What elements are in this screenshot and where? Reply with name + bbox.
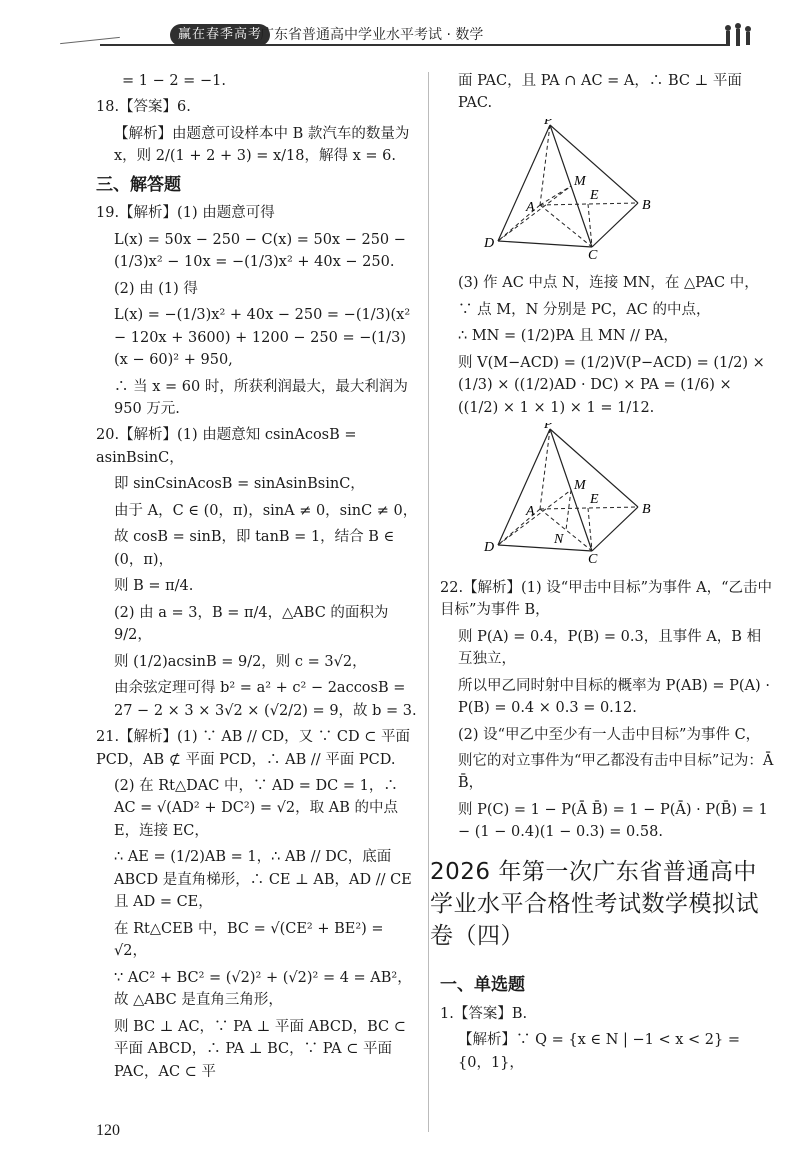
left-line: L(x) = −(1/3)x² + 40x − 250 = −(1/3)(x² − 120x + 3600) + 1200 − 250 = −(1/3)(x − 60)² + 950, xyxy=(114,307,411,369)
page-header xyxy=(0,0,800,58)
series-badge: 赢在春季高考 xyxy=(170,24,270,46)
label-C: C xyxy=(588,247,598,259)
left-line: = 1 − 2 = −1. xyxy=(122,73,226,89)
pyramid-diagram-1 xyxy=(480,119,660,259)
left-line: (2) 由 a = 3，B = π/4，△ABC 的面积为 9/2， xyxy=(114,604,389,644)
right_bottom-line: 所以甲乙同时射中目标的概率为 P(AB) = P(A) · P(B) = 0.4 × 0.3 = 0.12. xyxy=(458,677,770,717)
pyramid-figure-1 xyxy=(480,119,774,266)
left-text-block xyxy=(96,70,418,1083)
label-A: A xyxy=(526,504,535,520)
label-P: P xyxy=(544,423,553,433)
right-column xyxy=(430,70,774,1078)
right_end-line: 一、单选题 xyxy=(440,975,525,996)
right_end-line: 【解析】∵ Q = {x ∈ N | −1 < x < 2} = {0，1}， xyxy=(458,1032,741,1071)
right_end-line: 1.【答案】B. xyxy=(440,1005,528,1022)
left-line: 故 cosB = sinB，即 tanB = 1，结合 B ∈ (0，π)， xyxy=(114,529,395,568)
left-line: 即 sinCsinAcosB = sinAsinBsinC， xyxy=(114,476,365,493)
left-line: 21.【解析】(1) ∵ AB // CD，又 ∵ CD ⊂ 平面 PCD，AB ⊄ 平面 PCD，∴ AB // 平面 PCD. xyxy=(96,729,410,768)
left-line: 则 BC ⊥ AC，∵ PA ⊥ 平面 ABCD，BC ⊂ 平面 ABCD，∴ PA ⊥ BC，∵ PA ⊂ 平面 PAC，AC ⊂ 平 xyxy=(114,1018,406,1080)
left-line: ∴ AE = (1/2)AB = 1，∴ AB // DC，底面 ABCD 是直角梯形，∴ CE ⊥ AB，AD // CE 且 AD = CE， xyxy=(114,849,412,911)
left-line: 由余弦定理可得 b² = a² + c² − 2accosB = 27 − 2 × 3 × 3√2 × (√2/2) = 9，故 b = 3. xyxy=(114,680,417,719)
left-line: 19.【解析】(1) 由题意可得 xyxy=(96,205,275,222)
label-M: M xyxy=(574,173,586,189)
pyramid-figure-2 xyxy=(480,423,774,570)
page-number: 120 xyxy=(96,1122,120,1139)
left-line: 18.【答案】6. xyxy=(96,99,191,116)
left-line: 【解析】由题意可设样本中 B 款汽车的数量为 x，则 2/(1 + 2 + 3) = x/18，解得 x = 6. xyxy=(114,125,410,165)
label-E: E xyxy=(590,187,599,203)
right_mid-line: 则 V(M−ACD) = (1/2)V(P−ACD) = (1/2) × (1/3) × ((1/2)AD · DC) × PA = (1/6) × ((1/2) × 1 × 1) × 1 = 1/12. xyxy=(458,354,765,416)
label-B: B xyxy=(642,502,651,518)
right_bottom-line: 则它的对立事件为“甲乙都没有击中目标”记为：Ā B̄， xyxy=(458,752,774,792)
right_bottom-line: 则 P(A) = 0.4，P(B) = 0.3，且事件 A，B 相互独立， xyxy=(458,628,762,668)
left-line: ∴ 当 x = 60 时，所获利润最大，最大利润为 950 万元. xyxy=(114,378,408,417)
left-line: L(x) = 50x − 250 − C(x) = 50x − 250 − (1/3)x² − 10x = −(1/3)x² + 40x − 250. xyxy=(114,231,406,271)
label-A: A xyxy=(526,199,535,215)
left-line: (2) 由 (1) 得 xyxy=(114,280,198,297)
people-silhouette-icon xyxy=(718,22,758,50)
right_mid-line: (3) 作 AC 中点 N，连接 MN，在 △PAC 中， xyxy=(458,275,759,292)
left-line: 在 Rt△CEB 中，BC = √(CE² + BE²) = √2， xyxy=(114,920,384,960)
label-N: N xyxy=(554,532,564,548)
column-divider xyxy=(428,72,429,1132)
label-E: E xyxy=(590,492,599,508)
pyramid-diagram-2 xyxy=(480,423,660,563)
right_top-line: 面 PAC，且 PA ∩ AC = A，∴ BC ⊥ 平面 PAC. xyxy=(458,73,742,112)
label-C: C xyxy=(588,552,598,564)
left-line: (2) 在 Rt△DAC 中，∵ AD = DC = 1，∴ AC = √(AD² + DC²) = √2，取 AB 的中点 E，连接 EC， xyxy=(114,778,398,839)
left-line: 20.【解析】(1) 由题意知 csinAcosB = asinBsinC， xyxy=(96,427,357,466)
right_bottom-line: (2) 设“甲乙中至少有一人击中目标”为事件 C， xyxy=(458,726,761,743)
left-line: 三、解答题 xyxy=(96,174,181,195)
left-line: ∵ AC² + BC² = (√2)² + (√2)² = 4 = AB²，故 △ABC 是直角三角形， xyxy=(114,969,412,1009)
right-bottom-text-block xyxy=(440,577,774,844)
exam-title: 2026 年第一次广东省普通高中学业水平合格性考试数学模拟试卷（四） xyxy=(430,858,759,950)
label-P: P xyxy=(544,118,553,128)
left-line: 则 (1/2)acsinB = 9/2，则 c = 3√2， xyxy=(114,653,367,670)
label-M: M xyxy=(574,478,586,494)
right_mid-line: ∴ MN = (1/2)PA 且 MN // PA， xyxy=(458,328,678,345)
right_bottom-line: 22.【解析】(1) 设“甲击中目标”为事件 A，“乙击中目标”为事件 B， xyxy=(440,579,773,619)
left-line: 则 B = π/4. xyxy=(114,578,194,595)
label-D: D xyxy=(484,540,495,556)
label-B: B xyxy=(642,197,651,213)
right_bottom-line: 则 P(C) = 1 − P(Ā B̄) = 1 − P(Ā) · P(B̄) = 1 − (1 − 0.4)(1 − 0.3) = 0.58. xyxy=(458,801,768,841)
right-end-text-block xyxy=(440,972,774,1074)
header-title: 广东省普通高中学业水平考试 · 数学 xyxy=(260,27,484,43)
right_mid-line: ∵ 点 M，N 分别是 PC，AC 的中点， xyxy=(458,301,711,318)
left-line: 由于 A，C ∈ (0，π)，sinA ≠ 0，sinC ≠ 0， xyxy=(114,502,418,519)
left-column xyxy=(96,70,418,1087)
label-D: D xyxy=(484,235,495,251)
right-top-text-block xyxy=(440,70,774,115)
right-mid-text-block xyxy=(440,272,774,419)
